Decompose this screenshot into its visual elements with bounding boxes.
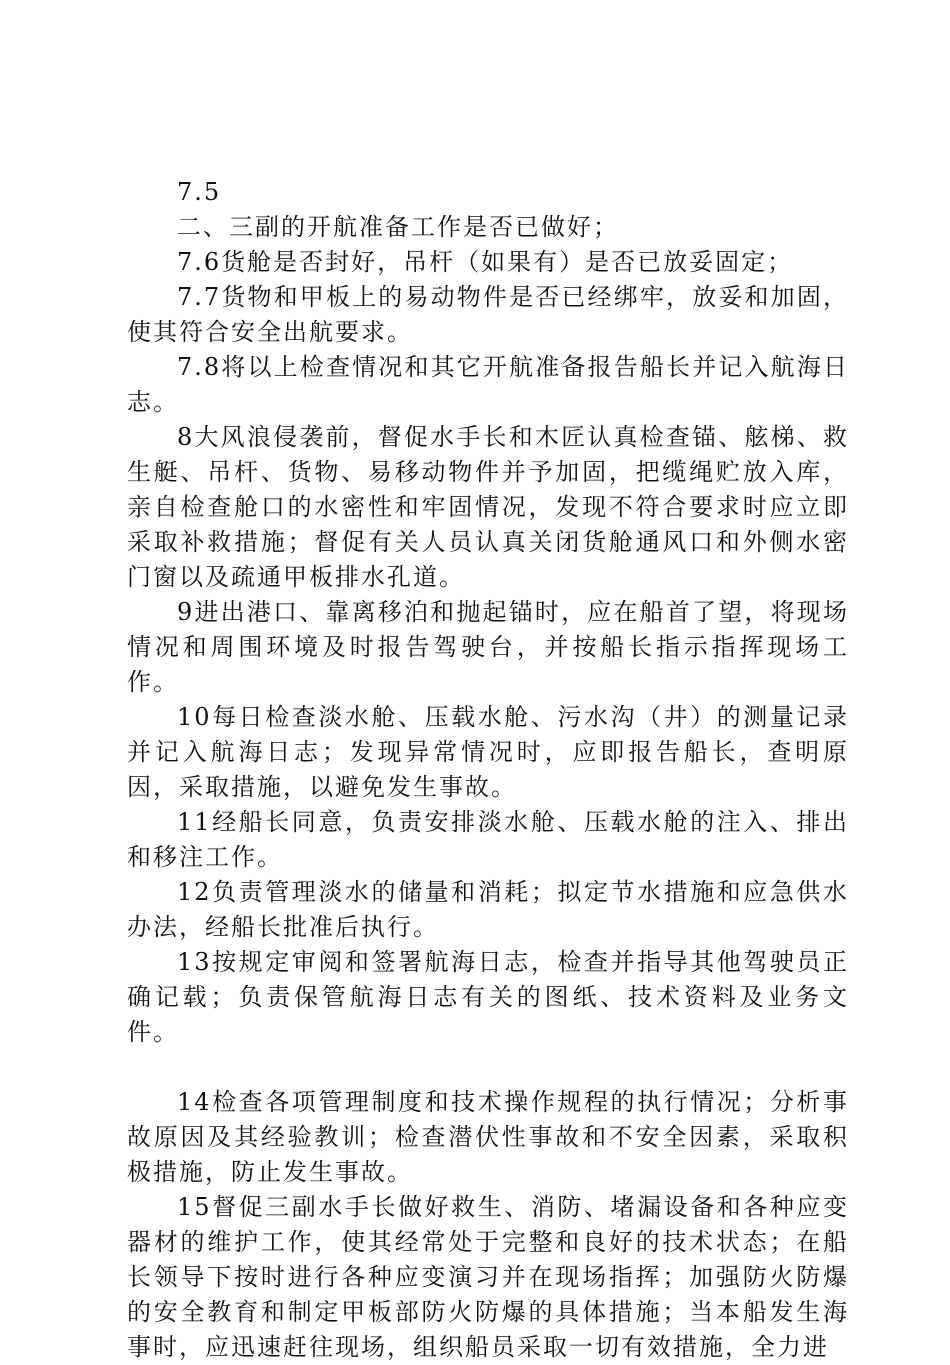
paragraph-second-third-officer-prep: 二、三副的开航准备工作是否已做好； xyxy=(177,213,619,241)
paragraph-12: 12负责管理淡水的储量和消耗；拟定节水措施和应急供水办法，经船长批准后执行。 xyxy=(127,878,849,941)
paragraph-spacer xyxy=(127,1050,849,1085)
paragraph-9: 9进出港口、靠离移泊和抛起锚时，应在船首了望，将现场情况和周围环境及时报告驾驶台，并按船长指示指挥现场工作。 xyxy=(127,598,849,696)
paragraph-13: 13按规定审阅和签署航海日志，检查并指导其他驾驶员正确记载；负责保管航海日志有关的图纸、技术资料及业务文件。 xyxy=(127,948,849,1046)
paragraph-8: 8大风浪侵袭前，督促水手长和木匠认真检查锚、舷梯、救生艇、吊杆、货物、易移动物件并予加固，把缆绳贮放入库，亲自检查舱口的水密性和牢固情况，发现不符合要求时应立即采取补救措施；督促有关人员认真关闭货舱通风口和外侧水密门窗以及疏通甲板排水孔道。 xyxy=(127,423,849,591)
paragraph-11: 11经船长同意，负责安排淡水舱、压载水舱的注入、排出和移注工作。 xyxy=(127,808,849,871)
paragraph-7-7: 7.7货物和甲板上的易动物件是否已经绑牢，放妥和加固，使其符合安全出航要求。 xyxy=(127,283,849,346)
paragraph-7-5: 7.5 xyxy=(177,178,222,206)
paragraph-7-8: 7.8将以上检查情况和其它开航准备报告船长并记入航海日志。 xyxy=(127,353,849,416)
document-body xyxy=(127,175,849,1365)
paragraph-10: 10每日检查淡水舱、压载水舱、污水沟（井）的测量记录并记入航海日志；发现异常情况时，应即报告船长，查明原因，采取措施，以避免发生事故。 xyxy=(127,703,849,801)
paragraph-15: 15督促三副水手长做好救生、消防、堵漏设备和各种应变器材的维护工作，使其经常处于完整和良好的技术状态；在船长领导下按时进行各种应变演习并在现场指挥；加强防火防爆的安全教育和制定甲板部防火防爆的具体措施；当本船发生海事时，应迅速赶往现场，组织船员采取一切有效措施，全力进 xyxy=(127,1193,849,1361)
paragraph-14: 14检查各项管理制度和技术操作规程的执行情况；分析事故原因及其经验教训；检查潜伏性事故和不安全因素，采取积极措施，防止发生事故。 xyxy=(127,1088,849,1186)
paragraph-7-6: 7.6货舱是否封好，吊杆（如果有）是否已放妥固定； xyxy=(177,248,794,276)
